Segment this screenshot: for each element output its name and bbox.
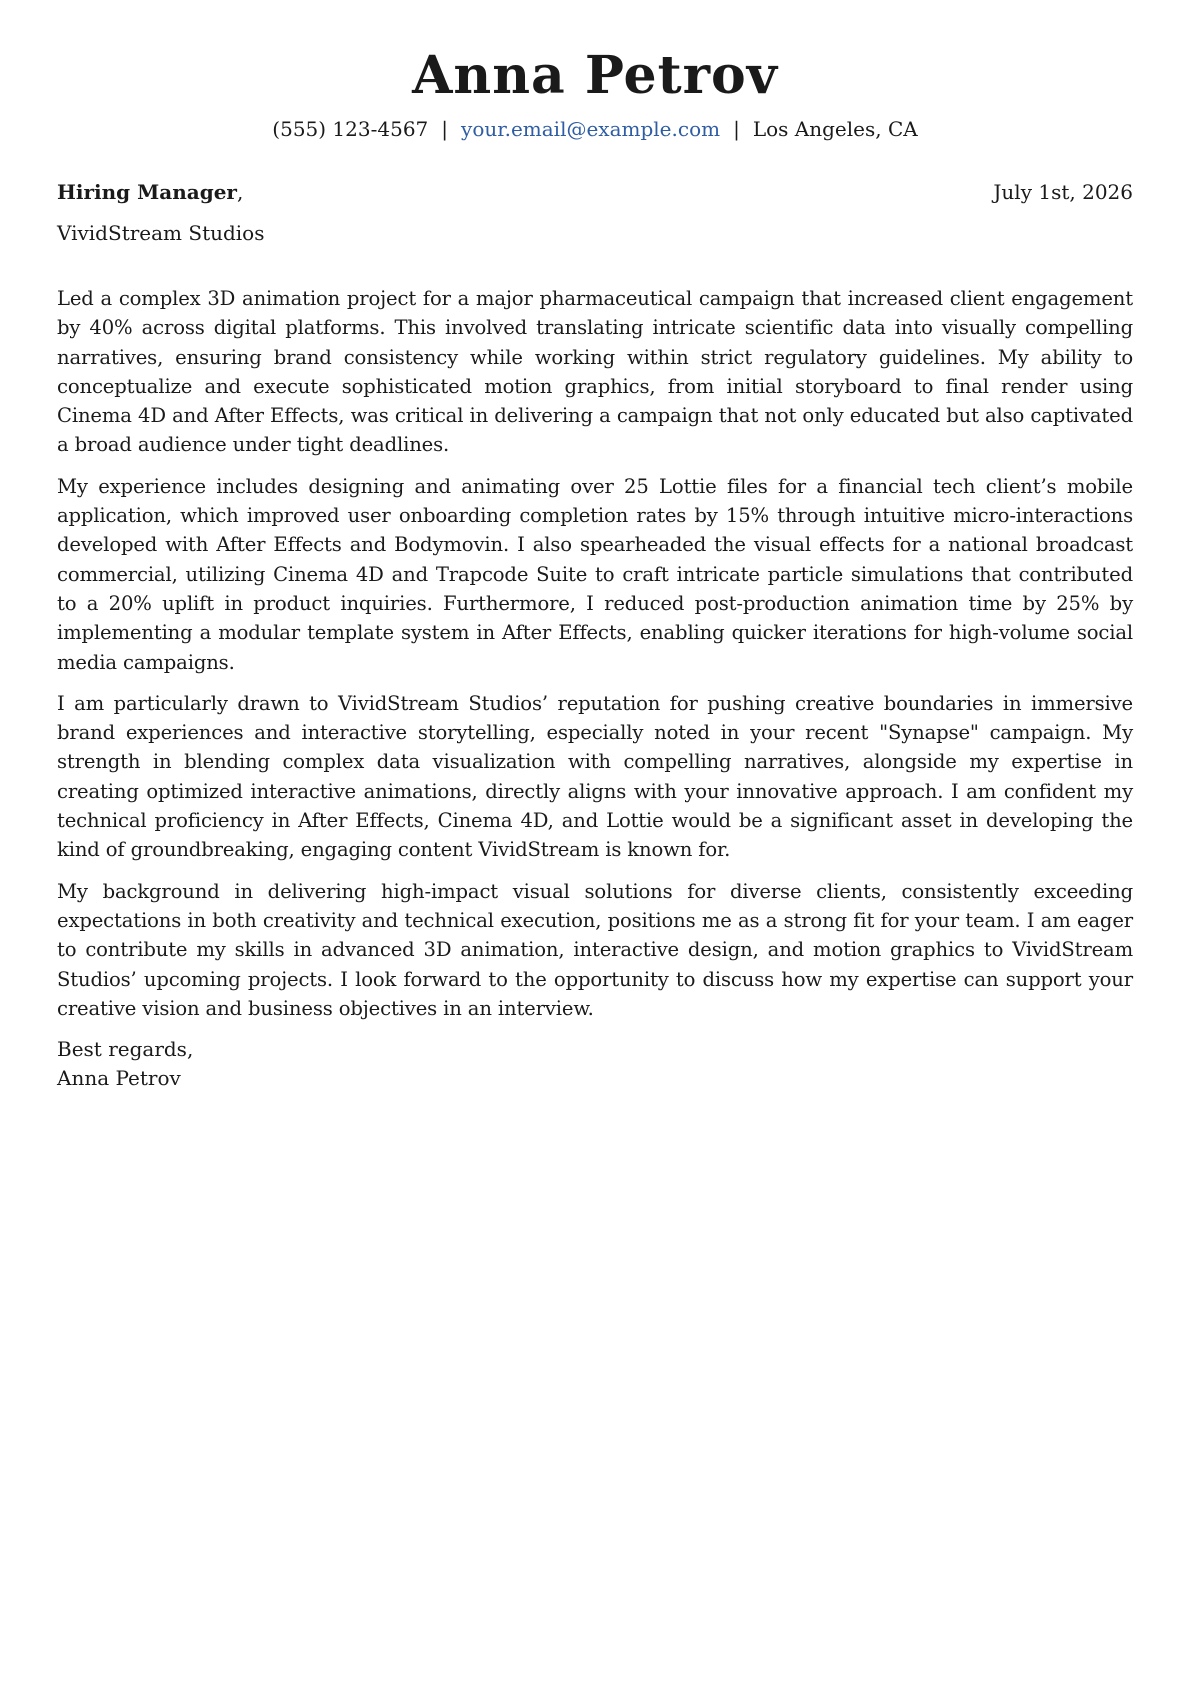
body-paragraph: I am particularly drawn to VividStream Studios’ reputation for pushing creative boundaries in immersive brand experiences and interactive storytelling, especially noted in your recent "Synapse" campaign. My strength in blending complex data visualization with compelling narratives, alongside my expertise in creating optimized interactive animations, directly aligns with your innovative approach. I am confident my technical proficiency in After Effects, Cinema 4D, and Lottie would be a significant asset in developing the kind of groundbreaking, engaging content VividStream is known for.	[57, 691, 1133, 862]
location: Los Angeles, CA	[752, 117, 918, 141]
contact-line	[57, 114, 1133, 144]
email-link[interactable]: your.email@example.com	[461, 117, 721, 141]
contact-separator: |	[441, 117, 449, 141]
recipient-line	[57, 177, 243, 207]
closing-block	[57, 1035, 1133, 1093]
recipient-suffix: ,	[236, 180, 244, 204]
letter-date: July 1st, 2026	[993, 180, 1133, 204]
body-paragraph: My background in delivering high-impact visual solutions for diverse clients, consistently exceeding expectations in both creativity and technical execution, positions me as a strong fit for your team. I am eager to contribute my skills in advanced 3D animation, interactive design, and motion graphics to VividStream Studios’ upcoming projects. I look forward to the opportunity to discuss how my expertise can support your creative vision and business objectives in an interview.	[57, 879, 1133, 1020]
recipient-name: Hiring Manager	[57, 180, 237, 204]
closing-salutation: Best regards,	[57, 1037, 194, 1062]
contact-separator: |	[733, 117, 740, 141]
phone-number: (555) 123-4567	[272, 117, 429, 141]
applicant-name: Anna Petrov	[412, 45, 778, 106]
body-paragraph: My experience includes designing and animating over 25 Lottie files for a financial tech client’s mobile application, which improved user onboarding completion rates by 15% through intuitive micro-interactions developed with After Effects and Bodymovin. I also spearheaded the visual effects for a national broadcast commercial, utilizing Cinema 4D and Trapcode Suite to craft intricate particle simulations that contributed to a 20% uplift in product inquiries. Furthermore, I reduced post-production animation time by 25% by implementing a modular template system in After Effects, enabling quicker iterations for high-volume social media campaigns.	[57, 474, 1133, 674]
letter-body	[57, 284, 1133, 1093]
signature-name: Anna Petrov	[57, 1066, 181, 1091]
company-name: VividStream Studios	[57, 221, 265, 245]
body-paragraph: Led a complex 3D animation project for a major pharmaceutical campaign that increased client engagement by 40% across digital platforms. This involved translating intricate scientific data into visually compelling narratives, ensuring brand consistency while working within strict regulatory guidelines. My ability to conceptualize and execute sophisticated motion graphics, from initial storyboard to final render using Cinema 4D and After Effects, was critical in delivering a campaign that not only educated but also captivated a broad audience under tight deadlines.	[57, 287, 1133, 457]
